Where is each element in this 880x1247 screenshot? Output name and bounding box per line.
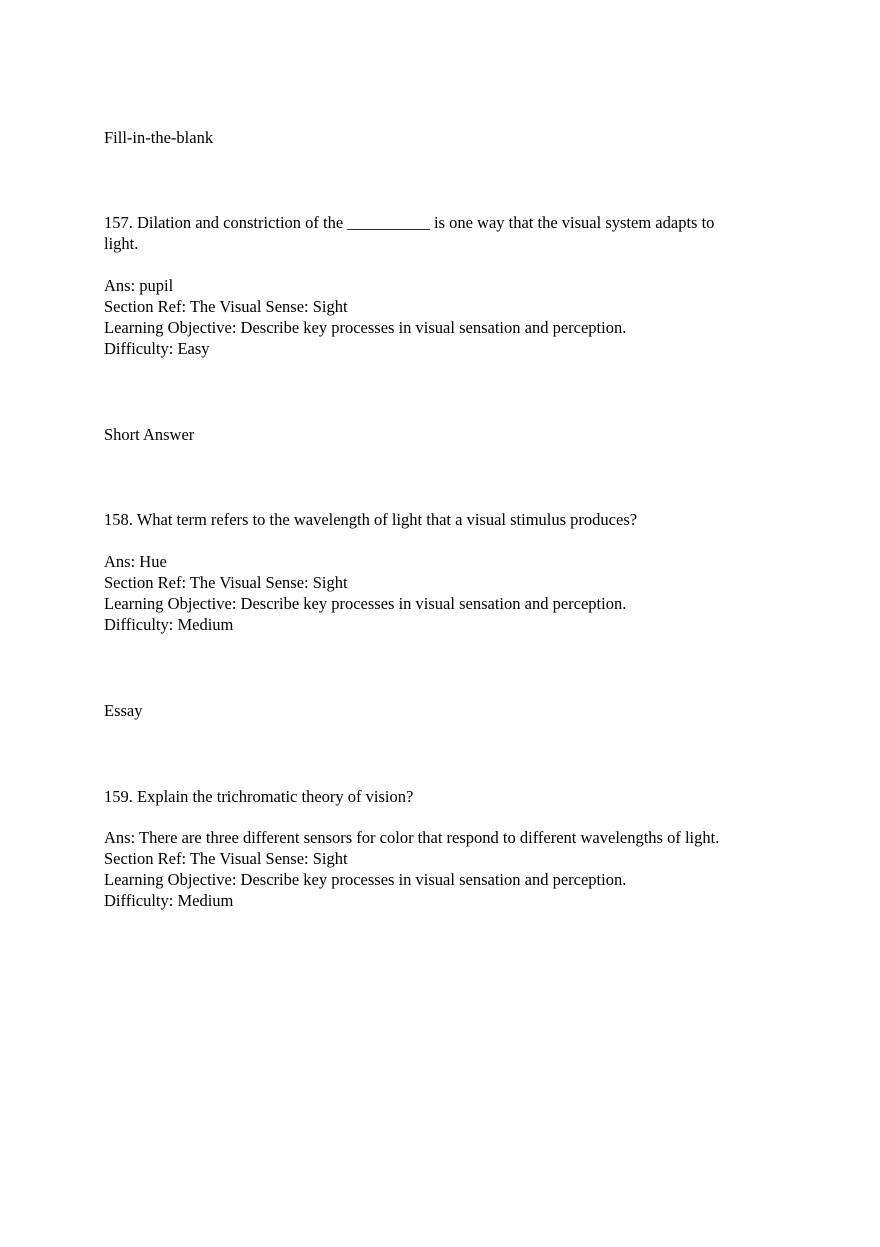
question-158-learning-objective: Learning Objective: Describe key processes in visual sensation and perception. xyxy=(104,594,627,613)
question-157-text-line-2: light. xyxy=(104,234,139,253)
question-159-learning-objective: Learning Objective: Describe key processes in visual sensation and perception. xyxy=(104,870,627,889)
question-157-learning-objective: Learning Objective: Describe key processes in visual sensation and perception. xyxy=(104,318,627,337)
question-159-text: 159. Explain the trichromatic theory of vision? xyxy=(104,787,414,806)
section-heading-essay: Essay xyxy=(104,701,143,720)
question-159-answer: Ans: There are three different sensors for color that respond to different wavelengths of light. xyxy=(104,828,720,847)
question-157-section-ref: Section Ref: The Visual Sense: Sight xyxy=(104,297,348,316)
question-157-difficulty: Difficulty: Easy xyxy=(104,339,210,358)
section-heading-short-answer: Short Answer xyxy=(104,425,195,444)
question-158-difficulty: Difficulty: Medium xyxy=(104,615,234,634)
question-157-answer: Ans: pupil xyxy=(104,276,174,295)
section-heading-fill-in-the-blank: Fill-in-the-blank xyxy=(104,128,214,147)
question-158-section-ref: Section Ref: The Visual Sense: Sight xyxy=(104,573,348,592)
question-158-answer: Ans: Hue xyxy=(104,552,167,571)
question-159-section-ref: Section Ref: The Visual Sense: Sight xyxy=(104,849,348,868)
question-158-text: 158. What term refers to the wavelength of light that a visual stimulus produces? xyxy=(104,510,638,529)
question-159-difficulty: Difficulty: Medium xyxy=(104,891,234,910)
question-157-text-line-1: 157. Dilation and constriction of the __________ is one way that the visual system adapts to xyxy=(104,213,715,232)
